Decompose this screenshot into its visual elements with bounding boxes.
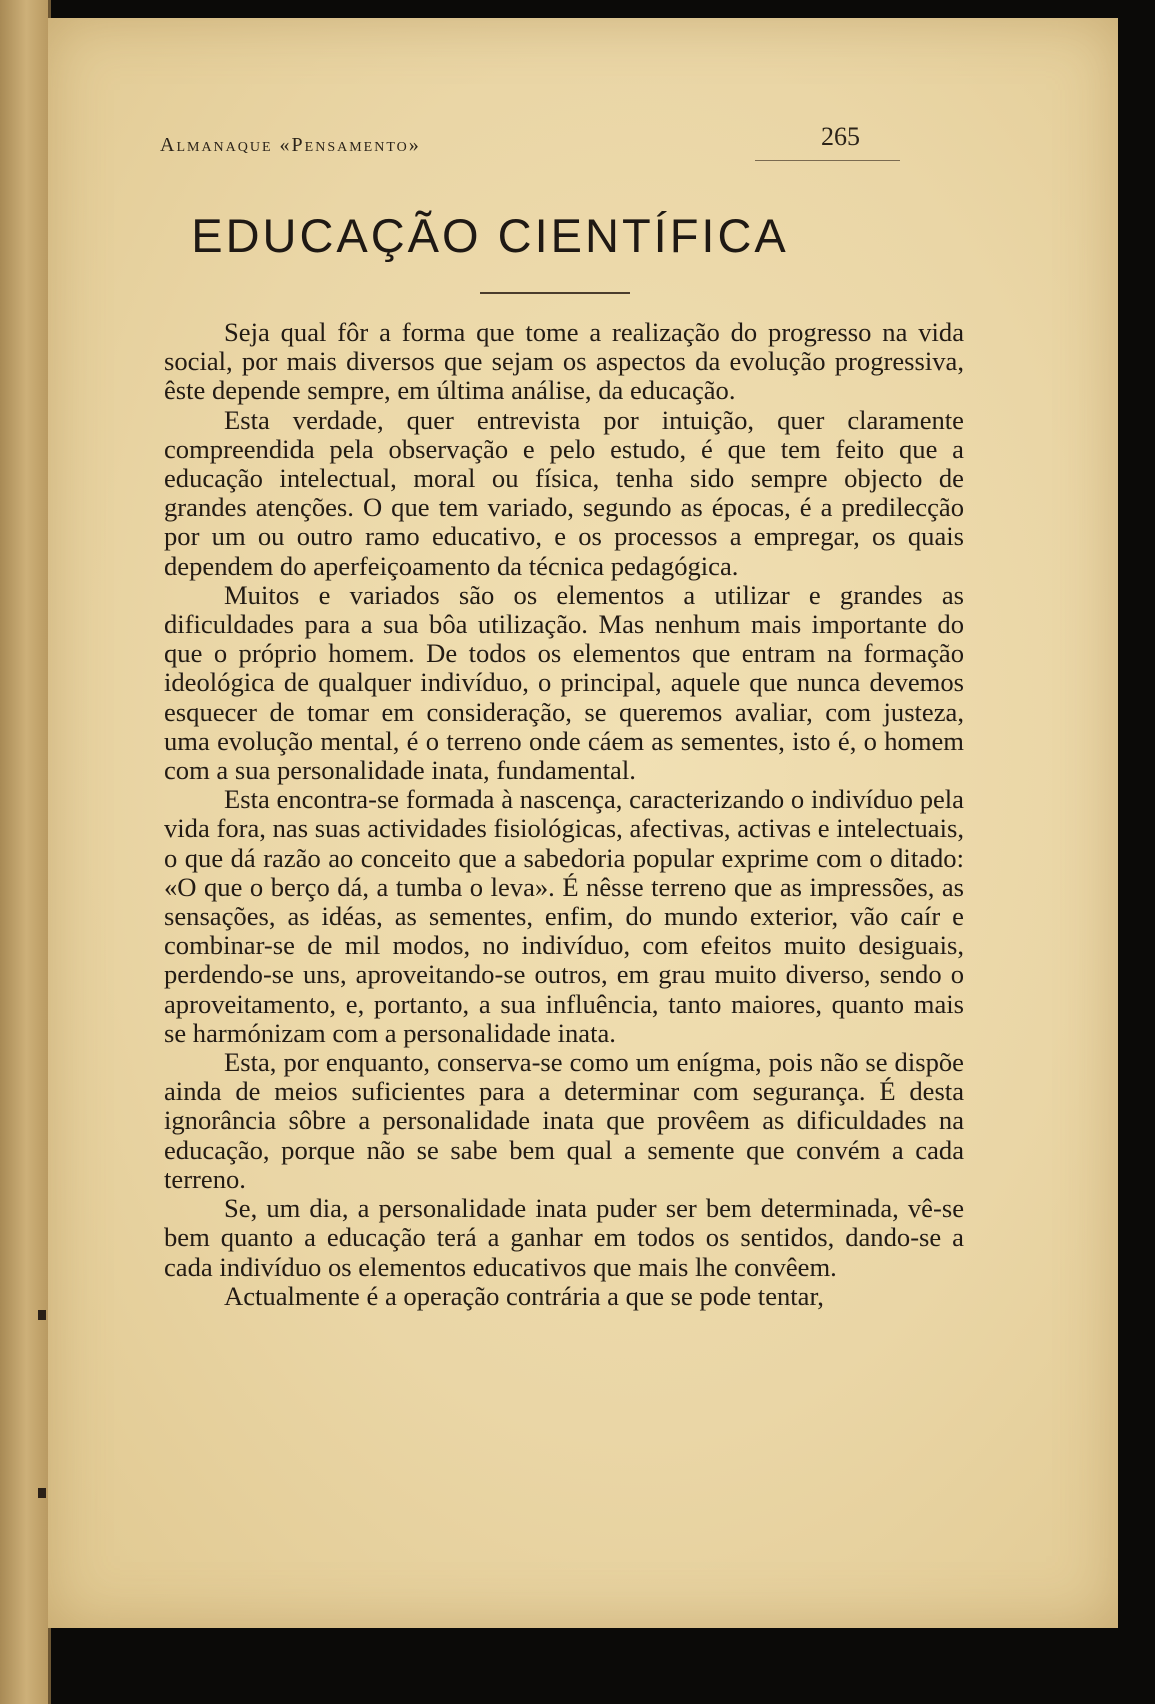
paragraph: Esta encontra-se formada à nascença, caracterizando o indivíduo pela vida fora, nas suas actividades fisiológicas, afectivas, activas e intelectuais, o que dá razão ao conceito que a sabedoria popular exprime com o ditado: «O que o berço dá, a tumba o leva». É nêsse terreno que as impressões, as sensações, as idéas, as sementes, enfim, do mundo exterior, vão caír e combinar-se de mil modos, no indivíduo, com efeitos muito desiguais, perdendo-se uns, aproveitando-se outros, em grau muito diverso, sendo o aproveitamento, e, portanto, a sua influência, tanto maiores, quanto mais se harmónizam com a personalidade inata. xyxy=(164,784,964,1048)
article-title: EDUCAÇÃO CIENTÍFICA xyxy=(191,209,789,262)
paragraph: Se, um dia, a personalidade inata puder ser bem determinada, vê-se bem quanto a educação terá a ganhar em todos os sentidos, dando-se a cada indivíduo os elementos educativos que mais lhe convêem. xyxy=(164,1193,964,1282)
header-rule xyxy=(755,160,900,161)
spine-mark xyxy=(38,1310,46,1320)
book-spine-edge xyxy=(0,0,51,1704)
title-divider xyxy=(480,292,630,294)
publication-title: Almanaque «Pensamento» xyxy=(160,134,421,156)
paragraph: Actualmente é a operação contrária a que se pode tentar, xyxy=(224,1280,824,1311)
paragraph: Esta verdade, quer entrevista por intuição, quer claramente compreendida pela observação e pelo estudo, é que tem feito que a educação intelectual, moral ou física, tenha sido sempre objecto de grandes atenções. O que tem variado, segundo as épocas, é a predilecção por um ou outro ramo educativo, e os processos a empregar, os quais dependem do aperfeiçoamento da técnica pedagógica. xyxy=(164,404,964,581)
paragraph: Esta, por enquanto, conserva-se como um enígma, pois não se dispõe ainda de meios suficientes para a determinar com segurança. É desta ignorância sôbre a personalidade inata que provêem as dificuldades na educação, porque não se sabe bem qual a semente que convém a cada terreno. xyxy=(164,1047,964,1194)
page-number: 265 xyxy=(821,122,860,151)
paragraph: Seja qual fôr a forma que tome a realização do progresso na vida social, por mais diversos que sejam os aspectos da evolução progressiva, êste depende sempre, em última análise, da educação. xyxy=(164,317,964,406)
article-body xyxy=(164,318,964,1311)
spine-mark xyxy=(38,1488,46,1498)
paragraph: Muitos e variados são os elementos a utilizar e grandes as dificuldades para a sua bôa utilização. Mas nenhum mais importante do que o próprio homem. De todos os elementos que entram na formação ideológica de qualquer indivíduo, o principal, aquele que nunca devemos esquecer de tomar em consideração, se queremos avaliar, com justeza, uma evolução mental, é o terreno onde cáem as sementes, isto é, o homem com a sua personalidade inata, fundamental. xyxy=(164,579,964,786)
running-header xyxy=(160,120,900,160)
